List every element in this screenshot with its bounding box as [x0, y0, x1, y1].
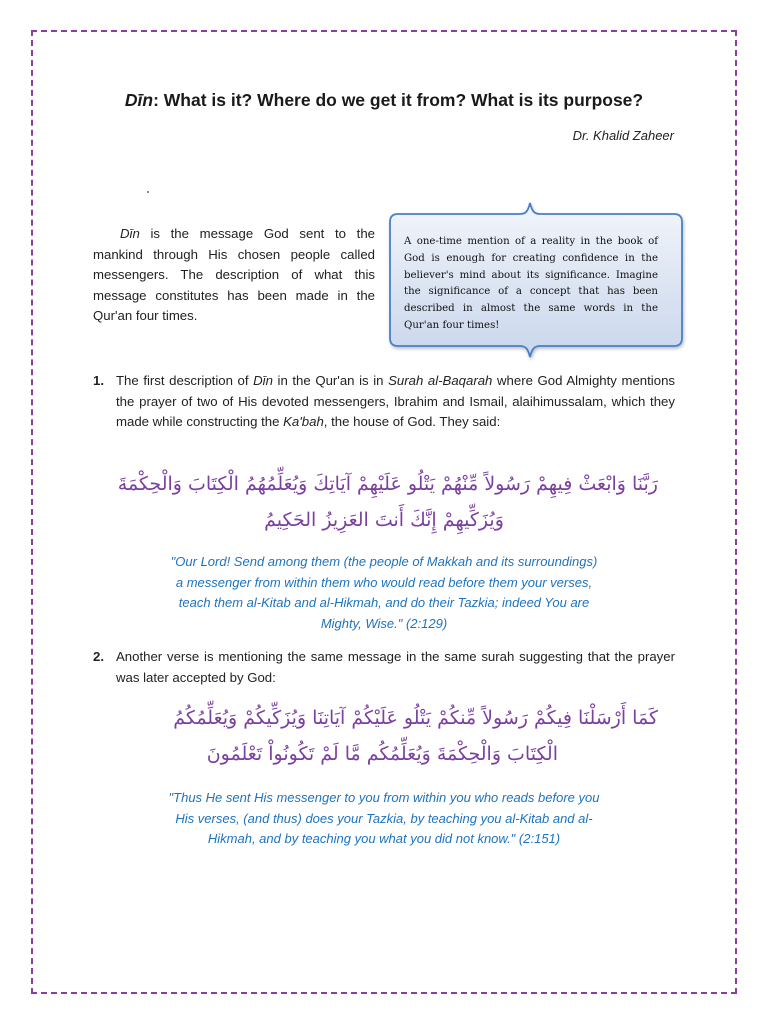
translation-2: [93, 788, 675, 850]
stray-dot: [147, 191, 149, 193]
item-number: 2.: [93, 649, 104, 664]
text-part: , the house of God. They said:: [323, 414, 501, 429]
surah-name: Surah al-Baqarah: [388, 373, 493, 388]
translation-line: His verses, (and thus) does your Tazkia, by teaching you al-Kitab and al-: [175, 810, 593, 826]
intro-din: Dīn: [120, 226, 140, 241]
arabic-line: وَيُزَكِّيهِمْ إِنَّكَ أَنتَ العَزِيزُ الحَكِيمُ: [264, 509, 504, 531]
kabah-term: Ka'bah: [283, 414, 324, 429]
text-part: where God Almighty mentions the prayer of two of His devoted messengers, Ibrahim and Ismail, alaihimussalam, which they made while constructing the: [116, 373, 675, 429]
translation-1: [93, 552, 675, 634]
list-item-2: [93, 647, 675, 688]
title-rest: : What is it? Where do we get it from? What is its purpose?: [153, 90, 644, 110]
translation-line: "Our Lord! Send among them (the people of Makkah and its surroundings): [170, 554, 598, 569]
arabic-line: الْكِتَابَ وَالْحِكْمَةَ وَيُعَلِّمُكُم مَّا لَمْ تَكُونُواْ تَعْلَمُونَ: [206, 743, 558, 765]
translation-line: Mighty, Wise." (2:129): [320, 615, 448, 631]
arabic-line: رَبَّنَا وَابْعَثْ فِيهِمْ رَسُولاً مِّنْهُمْ يَتْلُو عَلَيْهِمْ آيَاتِكَ وَيُعَلِّمُهُمُ الْكِتَابَ وَالْحِكْمَةَ: [117, 473, 658, 495]
item-number: 1.: [93, 373, 104, 388]
arabic-verse-1: [110, 466, 658, 538]
translation-line: teach them al-Kitab and al-Hikmah, and do their Tazkia; indeed You are: [178, 595, 590, 610]
translation-line: a messenger from within them who would read before them your verses,: [175, 574, 593, 590]
din-term: Dīn: [253, 373, 273, 388]
intro-paragraph: [93, 224, 375, 327]
title-din: Dīn: [124, 90, 154, 110]
translation-line: Hikmah, and by teaching you what you did not know." (2:151): [207, 831, 561, 846]
text-part: in the Qur'an is in: [272, 373, 389, 388]
item-text: Another verse is mentioning the same message in the same surah suggesting that the prayer was later accepted by God:: [116, 649, 675, 685]
arabic-line: كَمَا أَرْسَلْنَا فِيكُمْ رَسُولاً مِّنكُمْ يَتْلُو عَلَيْكُمْ آيَاتِنَا وَيُزَكِّيكُمْ وَيُعَلِّمُكُمُ: [173, 707, 658, 729]
list-item-1: [93, 371, 675, 433]
intro-text: is the message God sent to the mankind through His chosen people called messengers. The description of what this message constitutes has been made in the Qur'an four times.: [93, 226, 375, 323]
translation-line: "Thus He sent His messenger to you from within you who reads before you: [168, 790, 600, 805]
item-text: [116, 371, 675, 433]
author-name: Dr. Khalid Zaheer: [572, 128, 674, 143]
text-part: The first description of: [116, 373, 254, 388]
page-title: [0, 90, 768, 111]
arabic-verse-2: [110, 700, 658, 772]
callout-text: A one-time mention of a reality in the book of God is enough for creating confidence in the believer's mind about its significance. Imagine the significance of a concept that has been described in almost the same words in the Qur'an four times!: [404, 236, 658, 331]
